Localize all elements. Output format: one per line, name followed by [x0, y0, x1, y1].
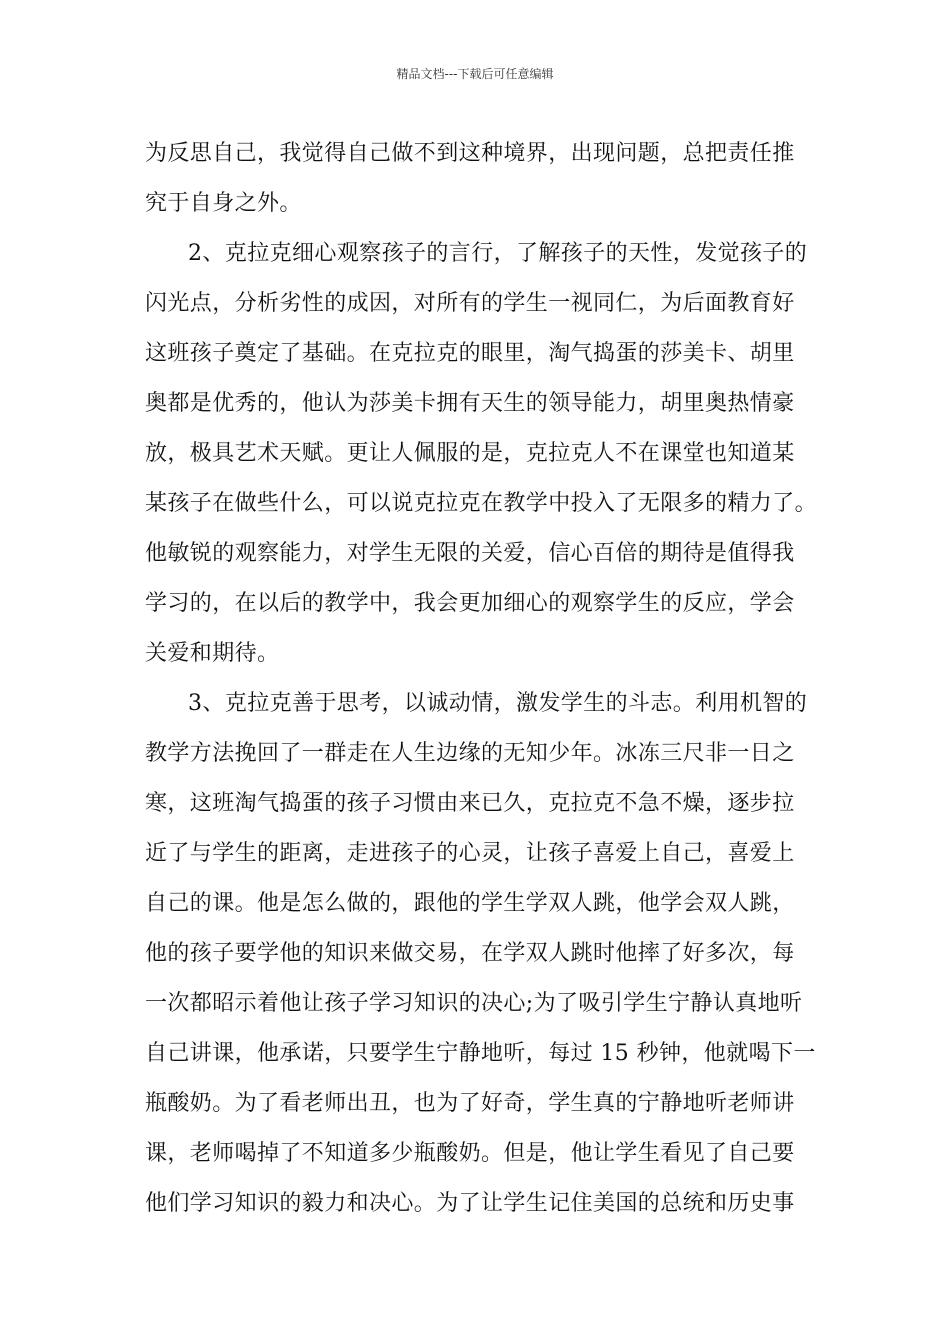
body-line: 奥都是优秀的，他认为莎美卡拥有天生的领导能力，胡里奥热情豪: [145, 391, 795, 416]
body-line: 闪光点，分析劣性的成因，对所有的学生一视同仁，为后面教育好: [145, 291, 795, 316]
body-line: 某孩子在做些什么，可以说克拉克在教学中投入了无限多的精力了。: [145, 491, 818, 516]
paragraph-start-line: 2、克拉克细心观察孩子的言行，了解孩子的天性，发觉孩子的: [188, 241, 808, 266]
body-line: 瓶酸奶。为了看老师出丑，也为了好奇，学生真的宁静地听老师讲: [145, 1091, 795, 1116]
body-line: 这班孩子奠定了基础。在克拉克的眼里，淘气捣蛋的莎美卡、胡里: [145, 341, 795, 366]
page-header: 精品文档---下载后可任意编辑: [396, 67, 554, 81]
body-line: 一次都昭示着他让孩子学习知识的决心;为了吸引学生宁静认真地听: [145, 991, 803, 1016]
body-line: 近了与学生的距离，走进孩子的心灵，让孩子喜爱上自己，喜爱上: [145, 841, 795, 866]
body-line: 教学方法挽回了一群走在人生边缘的无知少年。冰冻三尺非一日之: [145, 741, 795, 766]
body-line: 课，老师喝掉了不知道多少瓶酸奶。但是，他让学生看见了自己要: [145, 1141, 795, 1166]
body-line: 他敏锐的观察能力，对学生无限的关爱，信心百倍的期待是值得我: [145, 541, 795, 566]
body-line: 他的孩子要学他的知识来做交易，在学双人跳时他摔了好多次，每: [145, 941, 795, 966]
body-line: 放，极具艺术天赋。更让人佩服的是，克拉克人不在课堂也知道某: [145, 441, 795, 466]
body-line: 他们学习知识的毅力和决心。为了让学生记住美国的总统和历史事: [145, 1191, 795, 1216]
body-line: 自己讲课，他承诺，只要学生宁静地听，每过 15 秒钟，他就喝下一: [145, 1041, 816, 1066]
body-line: 学习的，在以后的教学中，我会更加细心的观察学生的反应，学会: [145, 591, 795, 616]
body-line: 关爱和期待。: [145, 641, 280, 666]
paragraph-start-line: 3、克拉克善于思考，以诚动情，激发学生的斗志。利用机智的: [188, 691, 808, 716]
body-line: 寒，这班淘气捣蛋的孩子习惯由来已久，克拉克不急不燥，逐步拉: [145, 791, 795, 816]
body-line: 自己的课。他是怎么做的，跟他的学生学双人跳，他学会双人跳，: [145, 891, 795, 916]
body-line: 为反思自己，我觉得自己做不到这种境界，出现问题，总把责任推: [145, 141, 795, 166]
body-line: 究于自身之外。: [145, 191, 302, 216]
